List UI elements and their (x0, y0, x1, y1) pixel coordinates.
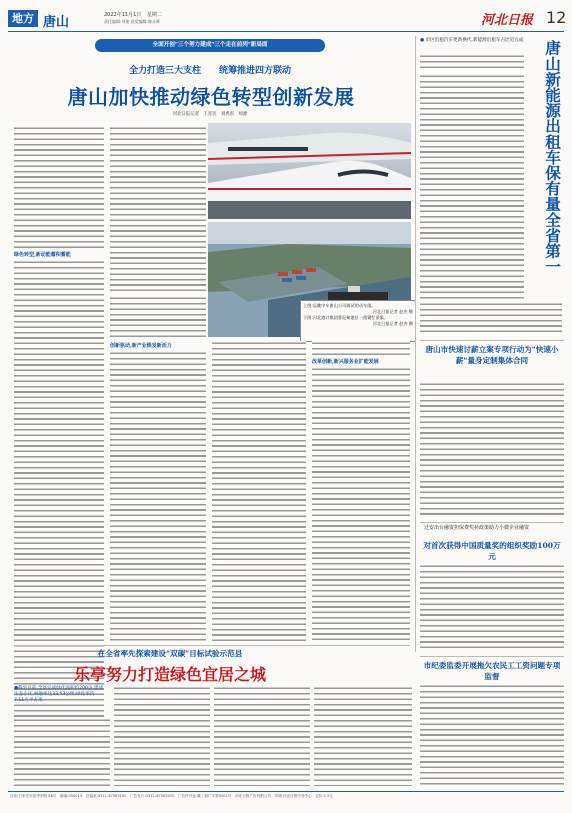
lead-body-col2 (110, 126, 206, 292)
bottom-body-col1 (14, 718, 110, 786)
page-number: 12 (546, 8, 567, 27)
newspaper-logo: 河北日报 (481, 13, 534, 28)
lead-subhead-2: 创新驱动,新产业焕发新活力 (110, 343, 172, 349)
article-3-body (420, 684, 564, 786)
city-label: 唐山 (43, 15, 70, 30)
lead-subhead-3: 改革创新,新兴服务业扩能发展 (312, 359, 379, 365)
lead-subhead-1: 绿色转型,新动能蓄积蓄能 (14, 252, 71, 258)
bottom-body-col3 (214, 686, 310, 786)
lead-byline: 河北日报记者 王育民 刘禹彤 师源 (172, 112, 248, 117)
article-1-body (420, 382, 564, 518)
bottom-brief: ●截至目前,全县完成绿化面积约200亩,建成生态小区,林地率达33.53公顷,绿化率约7.11万平方米 (14, 686, 104, 703)
lead-title: 唐山加快推动绿色转型创新发展 (67, 85, 355, 109)
side-vertical-title: 唐山新能源出租车保有量全省第一 (543, 40, 561, 274)
train-photo (208, 123, 411, 219)
side-body-top (420, 54, 524, 68)
side-brief (420, 38, 524, 44)
issue-date (104, 11, 162, 18)
side-body (420, 74, 524, 300)
side-rule-1 (420, 340, 564, 341)
photo-caption-box (300, 300, 416, 342)
brief-bullet: ● (420, 38, 425, 43)
theme-banner (95, 39, 325, 52)
side-rule-2 (420, 522, 564, 523)
lead-body-col4-top (312, 341, 410, 357)
photo-caption-1: 上图:远眺中车唐山公司调试的动车组。 (303, 303, 376, 308)
section-tag (8, 10, 38, 27)
lead-body-col2-mid (110, 296, 206, 340)
side-brief-title: 市区出租汽车更新换代,新能源出租车占比近九成 (425, 38, 524, 43)
train-photo-graphic (208, 123, 411, 219)
article-2-body (420, 564, 564, 652)
footer-info: 社址:石家庄市裕华东路 88号 邮编:050013 总编室:0311-67563100 广告发行:0311-67563370 广告许可证:冀工商广字第0001号 河北日报广告有限公司 印刷:河北日报印务中心 定价:1.5元 (10, 794, 334, 798)
masthead-rule (8, 31, 564, 32)
section-label: 地方 (12, 12, 34, 25)
editor-credits: 责任编辑:刘斐 视觉编辑:韩永辉 (104, 19, 160, 24)
photo-credit-2: 河北日报记者 赵杰 摄 (372, 321, 413, 326)
lead-body-col2-lower (110, 351, 206, 641)
article-2-title: 对首次获得中国质量奖的组织奖励100万元 (423, 541, 561, 561)
bottom-body-col4 (314, 686, 412, 786)
bottom-kicker: 在全省率先探索建设"双碳"目标试验示范县 (97, 649, 243, 658)
lead-body-col4 (312, 367, 410, 641)
lead-body-col3 (212, 341, 306, 641)
photo-caption-2: 下图:河北港口集团曹妃甸港区一派繁忙景象。 (303, 315, 389, 320)
date-text: 2022年11月1日 (104, 12, 142, 18)
photo-credit-1: 河北日报记者 赵杰 摄 (372, 309, 413, 314)
footer-rule (8, 791, 564, 792)
bottom-title: 乐亭努力打造绿色宜居之城 (73, 665, 266, 684)
column-divider (415, 36, 416, 652)
bottom-rule (14, 645, 410, 646)
side-body-2 (420, 302, 562, 336)
side-rule-3 (420, 656, 564, 657)
weekday-text: 星期二 (146, 12, 162, 18)
article-2-subtitle: 迁安出台融资担保费奖补政策助力小微企业融资 (424, 525, 530, 531)
lead-kicker: 全力打造三大支柱 统筹推进四方联动 (128, 66, 291, 76)
banner-text: 全面开创"三个努力建成"三个走在前列"新局面 (152, 42, 268, 48)
article-3-title: 市纪委监委开展拖欠农民工工资问题专项监督 (423, 661, 561, 681)
masthead (8, 8, 567, 30)
bottom-body-col2 (114, 686, 210, 786)
article-1-title: 唐山市快速讨薪立案专项行动为"快速小薪"量身定制集体合同 (425, 345, 559, 365)
lead-body-col1-top (14, 126, 104, 250)
